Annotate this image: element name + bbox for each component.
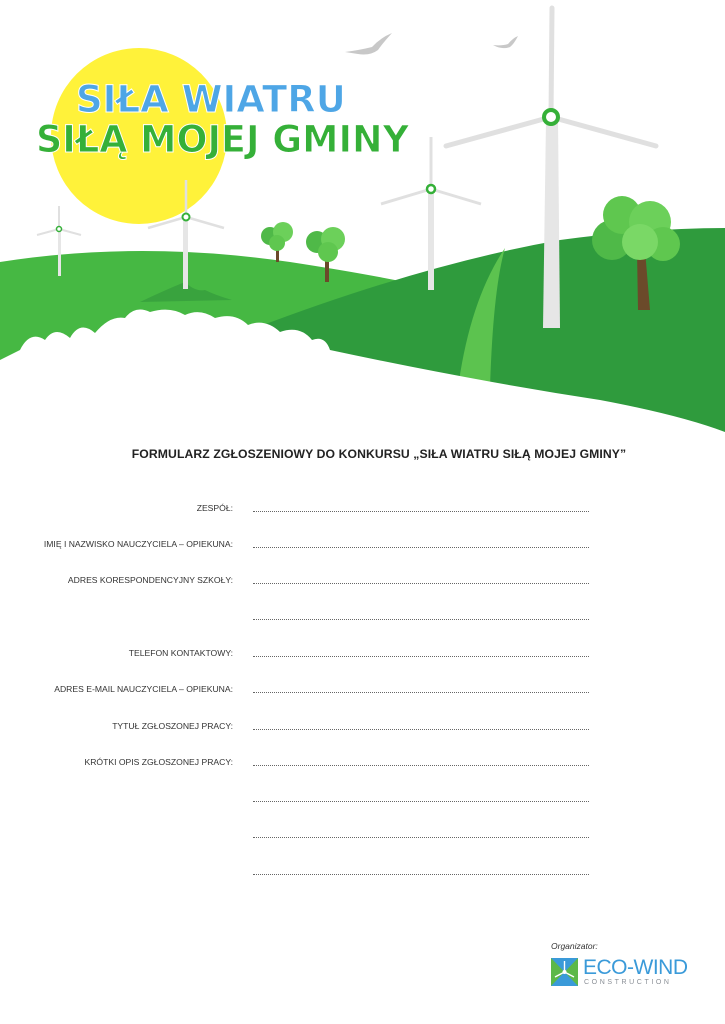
field-line-work-description-4[interactable]: [253, 874, 589, 875]
tree: [261, 222, 293, 262]
field-label: ZESPÓŁ:: [196, 503, 233, 513]
eco-wind-logo-icon: [551, 958, 578, 986]
form-row-work-description-4: [0, 866, 725, 880]
field-label: KRÓTKI OPIS ZGŁOSZONEJ PRACY:: [84, 757, 233, 767]
field-label: IMIĘ I NAZWISKO NAUCZYCIELA – OPIEKUNA:: [43, 539, 233, 549]
form-row-school-address: [0, 575, 725, 589]
logo-subtitle: CONSTRUCTION: [584, 979, 672, 986]
form-title: FORMULARZ ZGŁOSZENIOWY DO KONKURSU „SIŁA WIATRU SIŁĄ MOJEJ GMINY”: [131, 447, 627, 461]
form-row-email: [0, 684, 725, 698]
field-label: TYTUŁ ZGŁOSZONEJ PRACY:: [112, 721, 233, 731]
field-line-teacher-name[interactable]: [253, 547, 589, 548]
field-line-school-address-2[interactable]: [253, 619, 589, 620]
field-line-work-description-2[interactable]: [253, 801, 589, 802]
field-line-phone[interactable]: [253, 656, 589, 657]
form-row-work-description: [0, 757, 725, 771]
field-line-school-address[interactable]: [253, 583, 589, 584]
eco-wind-logo: [551, 958, 691, 990]
field-label: ADRES E-MAIL NAUCZYCIELA – OPIEKUNA:: [54, 684, 233, 694]
form-row-school-address-2: [0, 611, 725, 625]
organizer-label: Organizator:: [551, 941, 598, 951]
field-line-work-description-3[interactable]: [253, 837, 589, 838]
field-line-work-title[interactable]: [253, 729, 589, 730]
form-row-work-title: [0, 721, 725, 735]
form-row-team: [0, 503, 725, 517]
headline: [0, 0, 725, 200]
field-line-team[interactable]: [253, 511, 589, 512]
headline-line-2: SIŁĄ MOJEJ GMINY: [36, 118, 411, 161]
form-row-work-description-3: [0, 829, 725, 843]
field-label: TELEFON KONTAKTOWY:: [128, 648, 233, 658]
form-row-phone: [0, 648, 725, 662]
logo-name: ECO-WIND: [583, 956, 688, 979]
field-line-work-description[interactable]: [253, 765, 589, 766]
field-label: ADRES KORESPONDENCYJNY SZKOŁY:: [67, 575, 233, 585]
form-row-teacher-name: [0, 539, 725, 553]
field-line-email[interactable]: [253, 692, 589, 693]
headline-line-1: SIŁA WIATRU: [76, 78, 346, 121]
form-row-work-description-2: [0, 793, 725, 807]
